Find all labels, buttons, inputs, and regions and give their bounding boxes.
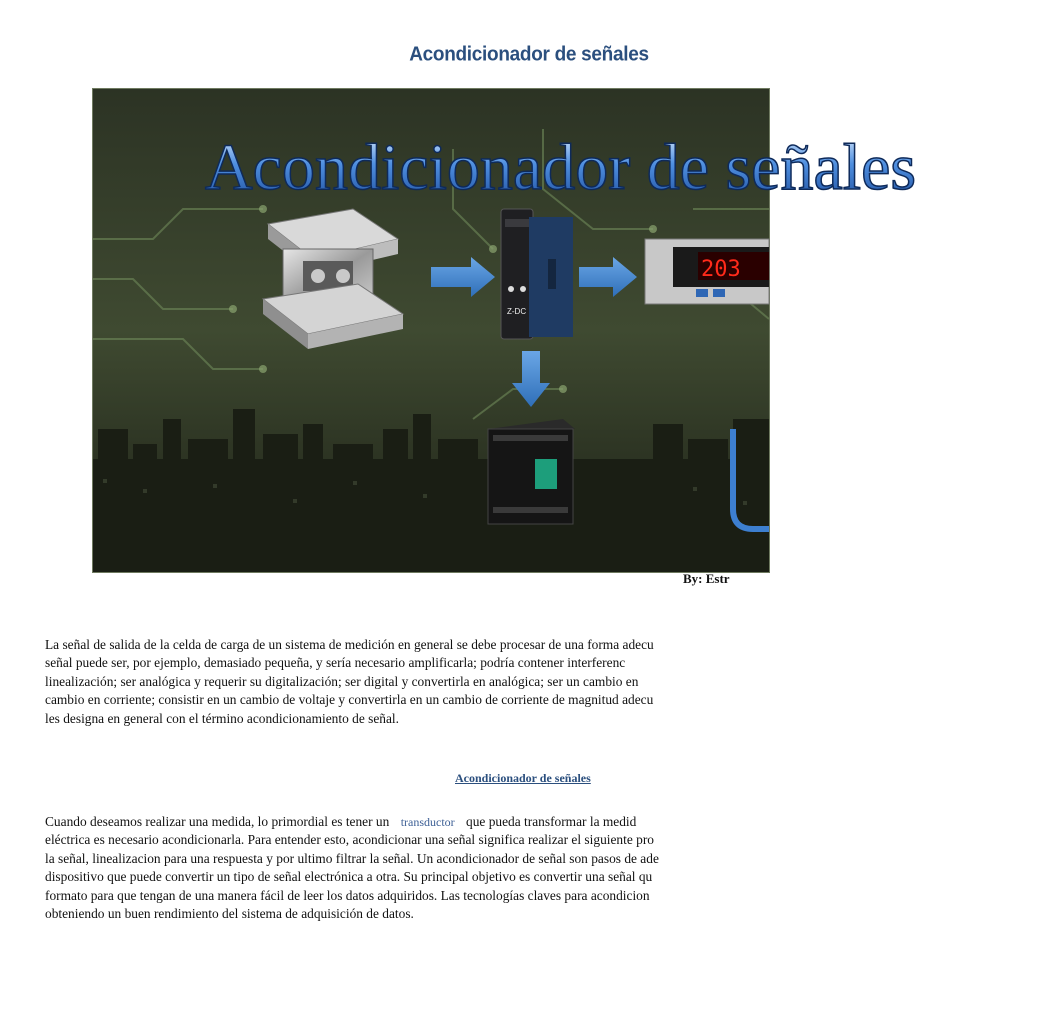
hero-caption: By: Estr (683, 571, 730, 586)
transductor-link[interactable]: transductor (400, 815, 455, 829)
paragraph-text: Cuando deseamos realizar una medida, lo primordial es tener un (45, 814, 390, 829)
paragraph-line: les designa en general con el término acondicionamiento de señal. (45, 710, 399, 726)
intro-paragraph (45, 636, 805, 728)
paragraph-line: formato para que tengan de una manera fácil de leer los datos adquiridos. Las tecnologías claves para acondicion (45, 887, 650, 903)
paragraph-line: obteniendo un buen rendimiento del sistema de adquisición de datos. (45, 906, 414, 922)
section-heading: Acondicionador de señales (455, 771, 591, 785)
paragraph-line: eléctrica es necesario acondicionarla. Para entender esto, acondicionar una señal significa realizar el siguiente pro (45, 832, 654, 848)
paragraph-line: La señal de salida de la celda de carga de un sistema de medición en general se debe procesar de una forma adecu (45, 637, 654, 652)
body-paragraph (45, 813, 805, 923)
paragraph-line: cambio en corriente; consistir en un cambio de voltaje y convertirla en un cambio de corriente de magnitud adecu (45, 692, 654, 708)
paragraph-line: linealización; ser analógica y requerir su digitalización; ser digital y convertirla en analógica; ser un cambio en (45, 673, 639, 689)
paragraph-line (45, 813, 805, 831)
display-reading: 203 (701, 257, 741, 282)
paragraph-text: que pueda transformar la medid (466, 814, 637, 829)
module-label: Z-DC (507, 307, 527, 316)
paragraph-line: señal puede ser, por ejemplo, demasiado pequeña, y sería necesario amplificarla; podría contener interferenc (45, 655, 626, 671)
paragraph-line: la señal, linealizacion para una respuesta y por ultimo filtrar la señal. Un acondicionador de señal son pasos de ade (45, 850, 659, 866)
hero-banner-text: Acondicionador de señales (205, 131, 917, 204)
page-title: Acondicionador de señales (409, 43, 649, 66)
paragraph-line: dispositivo que puede convertir un tipo de señal electrónica a otra. Su principal objetivo es convertir una señal qu (45, 869, 653, 885)
